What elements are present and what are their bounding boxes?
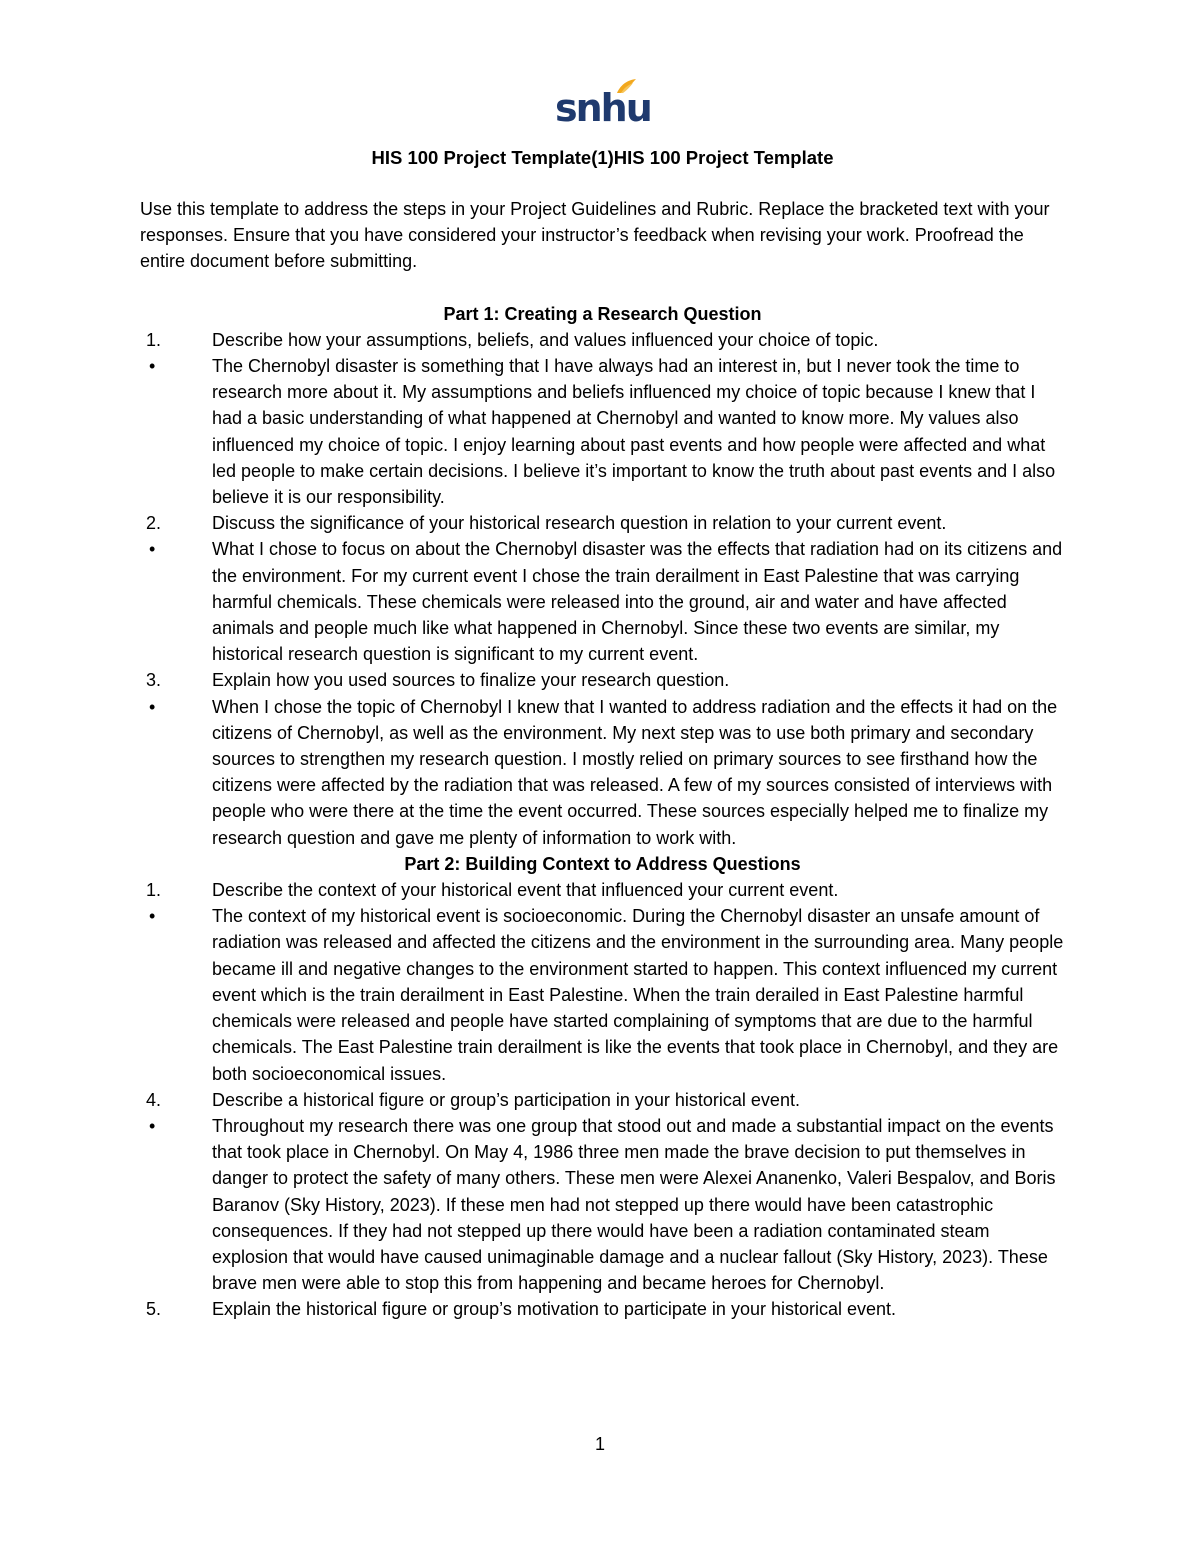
question-text: Explain how you used sources to finalize your research question.	[212, 670, 730, 691]
list-number: 5.	[146, 1299, 162, 1320]
part2-answer-1	[140, 903, 1065, 1086]
part1-heading: Part 1: Creating a Research Question	[443, 303, 762, 324]
part1-question-3	[140, 667, 1065, 693]
list-number: 1.	[146, 329, 162, 350]
part2-answer-4	[140, 1113, 1065, 1296]
question-text: Describe a historical figure or group’s participation in your historical event.	[212, 1089, 800, 1110]
part2-question-1	[140, 877, 1065, 903]
document-title: HIS 100 Project Template(1)HIS 100 Project Template	[371, 147, 834, 168]
part1-question-2	[140, 510, 1065, 536]
part1-answer-1	[140, 353, 1065, 510]
list-number: 2.	[146, 513, 162, 534]
document-body	[140, 145, 1065, 1323]
part1-answer-2	[140, 536, 1065, 667]
intro-paragraph: Use this template to address the steps in your Project Guidelines and Rubric. Replace the bracketed text with your responses. Ensure that you have considered your instructor’s feedback when revising your work. Proofread the entire document before submitting.	[140, 199, 1050, 272]
answer-text: Throughout my research there was one group that stood out and made a substantial impact on the events that took place in Chernobyl. On May 4, 1986 three men made the brave decision to put themselves in danger to protect the safety of many others. These men were Alexei Ananenko, Valeri Bespalov, and Boris Baranov (Sky History, 2023). If these men had not stepped up there would have been catastrophic consequences. If they had not stepped up there would have been a radiation contaminated steam explosion that would have caused unimaginable damage and a nuclear fallout (Sky History, 2023). These brave men were able to stop this from happening and became heroes for Chernobyl.	[212, 1115, 1056, 1294]
list-number: 3.	[146, 670, 162, 691]
question-text: Describe the context of your historical event that influenced your current event.	[212, 880, 839, 901]
bullet-icon: •	[149, 1115, 156, 1136]
question-text: Explain the historical figure or group’s motivation to participate in your historical event.	[212, 1299, 897, 1320]
bullet-icon: •	[149, 356, 156, 377]
logo-wordmark: snhu	[555, 86, 651, 130]
answer-text: What I chose to focus on about the Chernobyl disaster was the effects that radiation had on its citizens and the environment. For my current event I chose the train derailment in East Palestine that was carrying harmful chemicals. These chemicals were released into the ground, air and water and have affected animals and people much like what happened in Chernobyl. Since these two events are similar, my historical research question is significant to my current event.	[212, 539, 1063, 665]
bullet-icon: •	[149, 696, 156, 717]
bullet-icon: •	[149, 539, 156, 560]
bullet-icon: •	[149, 906, 156, 927]
part2-question-5	[140, 1296, 1065, 1322]
list-number: 4.	[146, 1089, 162, 1110]
snhu-logo	[555, 78, 651, 134]
part2-question-4	[140, 1087, 1065, 1113]
part2-heading: Part 2: Building Context to Address Questions	[404, 853, 801, 874]
question-text: Describe how your assumptions, beliefs, and values influenced your choice of topic.	[212, 329, 879, 350]
answer-text: The context of my historical event is socioeconomic. During the Chernobyl disaster an unsafe amount of radiation was released and affected the citizens and the environment in the surrounding area. Many people became ill and negative changes to the environment started to happen. This context influenced my current event which is the train derailment in East Palestine. When the train derailed in East Palestine harmful chemicals were released and people have started complaining of symptoms that are due to the harmful chemicals. The East Palestine train derailment is like the events that took place in Chernobyl, and they are both socioeconomical issues.	[212, 906, 1064, 1084]
page-number: 1	[594, 1434, 605, 1454]
question-text: Discuss the significance of your historical research question in relation to your current event.	[212, 513, 947, 534]
list-number: 1.	[146, 880, 162, 901]
answer-text: The Chernobyl disaster is something that I have always had an interest in, but I never took the time to research more about it. My assumptions and beliefs influenced my choice of topic because I knew that I had a basic understanding of what happened at Chernobyl and wanted to know more. My values also influenced my choice of topic. I enjoy learning about past events and how people were affected and what led people to make certain decisions. I believe it’s important to know the truth about past events and I also believe it is our responsibility.	[212, 356, 1056, 508]
part1-question-1	[140, 327, 1065, 353]
answer-text: When I chose the topic of Chernobyl I knew that I wanted to address radiation and the effects it had on the citizens of Chernobyl, as well as the environment. My next step was to use both primary and secondary sources to strengthen my research question. I mostly relied on primary sources to see firsthand how the citizens were affected by the radiation that was released. A few of my sources consisted of interviews with people who were there at the time the event occurred. These sources especially helped me to finalize my research question and gave me plenty of information to work with.	[212, 696, 1058, 848]
part1-answer-3	[140, 694, 1065, 851]
